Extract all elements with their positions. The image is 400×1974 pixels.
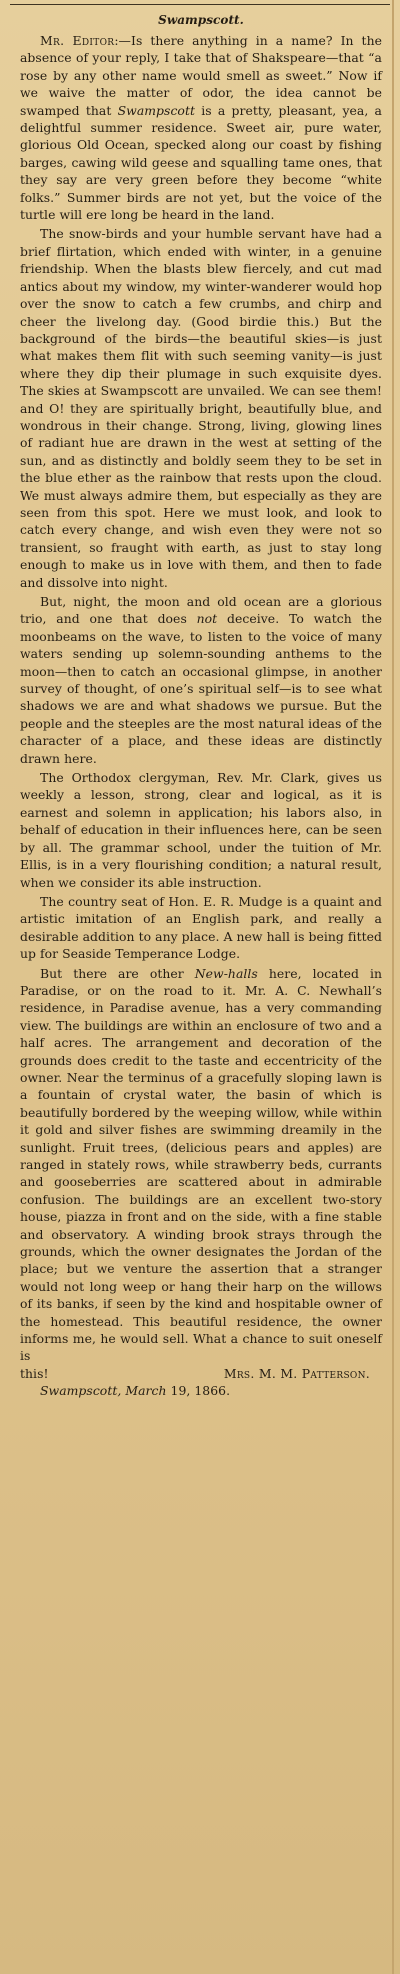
dateline-place: Swampscott, March	[40, 1383, 167, 1399]
paragraph-1-emphasis: Swampscott	[117, 102, 196, 118]
paragraph-6-emphasis: New-halls	[194, 965, 258, 981]
top-column-rule	[10, 4, 390, 5]
paragraph-3-text: But, night, the moon and old ocean are a glorious trio, and one that does	[20, 594, 382, 627]
salutation: Mr. Editor	[40, 33, 115, 48]
paragraph-4: The Orthodox clergyman, Rev. Mr. Clark, gives us weekly a lesson, strong, clear and logical, as it is earnest and solemn in application; his labors also, in behalf of education in their influences here, can be seen by all. The grammar school, under the tuition of Mr. Ellis, is in a very flourishing condition; a natural result, when we consider its able instruction.	[20, 770, 382, 890]
paragraph-3-emphasis: not	[196, 611, 218, 627]
paragraph-6	[20, 965, 382, 1365]
dateline-date: 19, 1866.	[166, 1383, 231, 1399]
author-signature: Mrs. M. M. Patterson.	[223, 1365, 370, 1381]
clipping-edge	[392, 0, 394, 1974]
paragraph-6-text: But there are other	[40, 965, 195, 981]
dateline	[20, 1382, 382, 1399]
paragraph-1-text: :—Is there anything in a name? In the absence of your reply, I take that of Shakspeare—that “a rose by any other name would smell as sweet.” Now if we waive the matter of odor, the idea cannot be swamped that	[20, 33, 382, 118]
paragraph-6-text-end: here, located in Paradise, or on the road to it. Mr. A. C. Newhall’s residence, in Paradise avenue, has a very commanding view. The buildings are within an enclosure of two and a half acres. The arrangement and decoration of the grounds does credit to the taste and eccentricity of the owner. Near the terminus of a gracefully sloping lawn is a fountain of crystal water, the basin of which is beautifully bordered by the weeping willow, while within it gold and silver fishes are swimming dreamily in the sunlight. Fruit trees, (delicious pears and apples) are ranged in stately rows, while strawberry beds, currants and gooseberries are scattered about in admirable confusion. The buildings are an excellent two-story house, piazza in front and on the side, with a fine stable and observatory. A winding brook strays through the grounds, which the owner designates the Jordan of the place; but we venture the assertion that a stranger would not long weep or hang their harp on the willows of its banks, if seen by the kind and hospitable owner of the homestead. This beautiful residence, the owner informs me, he would sell. What a chance to suit oneself is	[20, 965, 383, 1364]
article-column	[20, 12, 382, 1400]
paragraph-5: The country seat of Hon. E. R. Mudge is a quaint and artistic imitation of an English park, and really a desirable addition to any place. A new hall is being fitted up for Seaside Temperance Lodge.	[20, 893, 382, 962]
paragraph-3	[20, 593, 382, 767]
article-title: Swampscott.	[158, 13, 244, 27]
paragraph-1-text-end: is a pretty, pleasant, yea, a delightful summer residence. Sweet air, pure water, glorious Old Ocean, specked along our coast by fishing barges, cawing wild geese and squalling tame ones, that they say are very green before they become “white folks.” Summer birds are not yet, but the voice of the turtle will ere long be heard in the land.	[20, 102, 382, 223]
closing-line	[20, 1365, 382, 1382]
paragraph-3-text-end: deceive. To watch the moonbeams on the wave, to listen to the voice of many waters sending up solemn-sounding anthems to the moon—then to catch an occasional glimpse, in another survey of thought, of one’s spiritual self—is to see what shadows we are and what shadows we pursue. But the people and the steeples are the most natural ideas of the character of a place, and these ideas are distinctly drawn here.	[20, 611, 382, 766]
closing-word: this!	[20, 1365, 49, 1381]
paragraph-2: The snow-birds and your humble servant have had a brief flirtation, which ended with winter, in a genuine friendship. When the blasts blew fiercely, and cut mad antics about my window, my winter-wanderer would hop over the snow to catch a few crumbs, and chirp and cheer the livelong day. (Good birdie this.) But the background of the birds—the beautiful skies—is just what makes them flit with such seeming vanity—is just where they dip their plumage in such exquisite dyes. The skies at Swampscott are unvailed. We can see them! and O! they are spiritually bright, beautifully blue, and wondrous in their change. Strong, living, glowing lines of radiant hue are drawn in the west at setting of the sun, and as distinctly and boldly seem they to be set in the blue ether as the rainbow that rests upon the cloud. We must always admire them, but especially as they are seen from this spot. Here we must look, and look to catch every change, and wish even they were not so transient, so fraught with earth, as just to stay long enough to make us in love with them, and then to fade and dissolve into night.	[20, 226, 382, 590]
paragraph-1	[20, 32, 382, 223]
